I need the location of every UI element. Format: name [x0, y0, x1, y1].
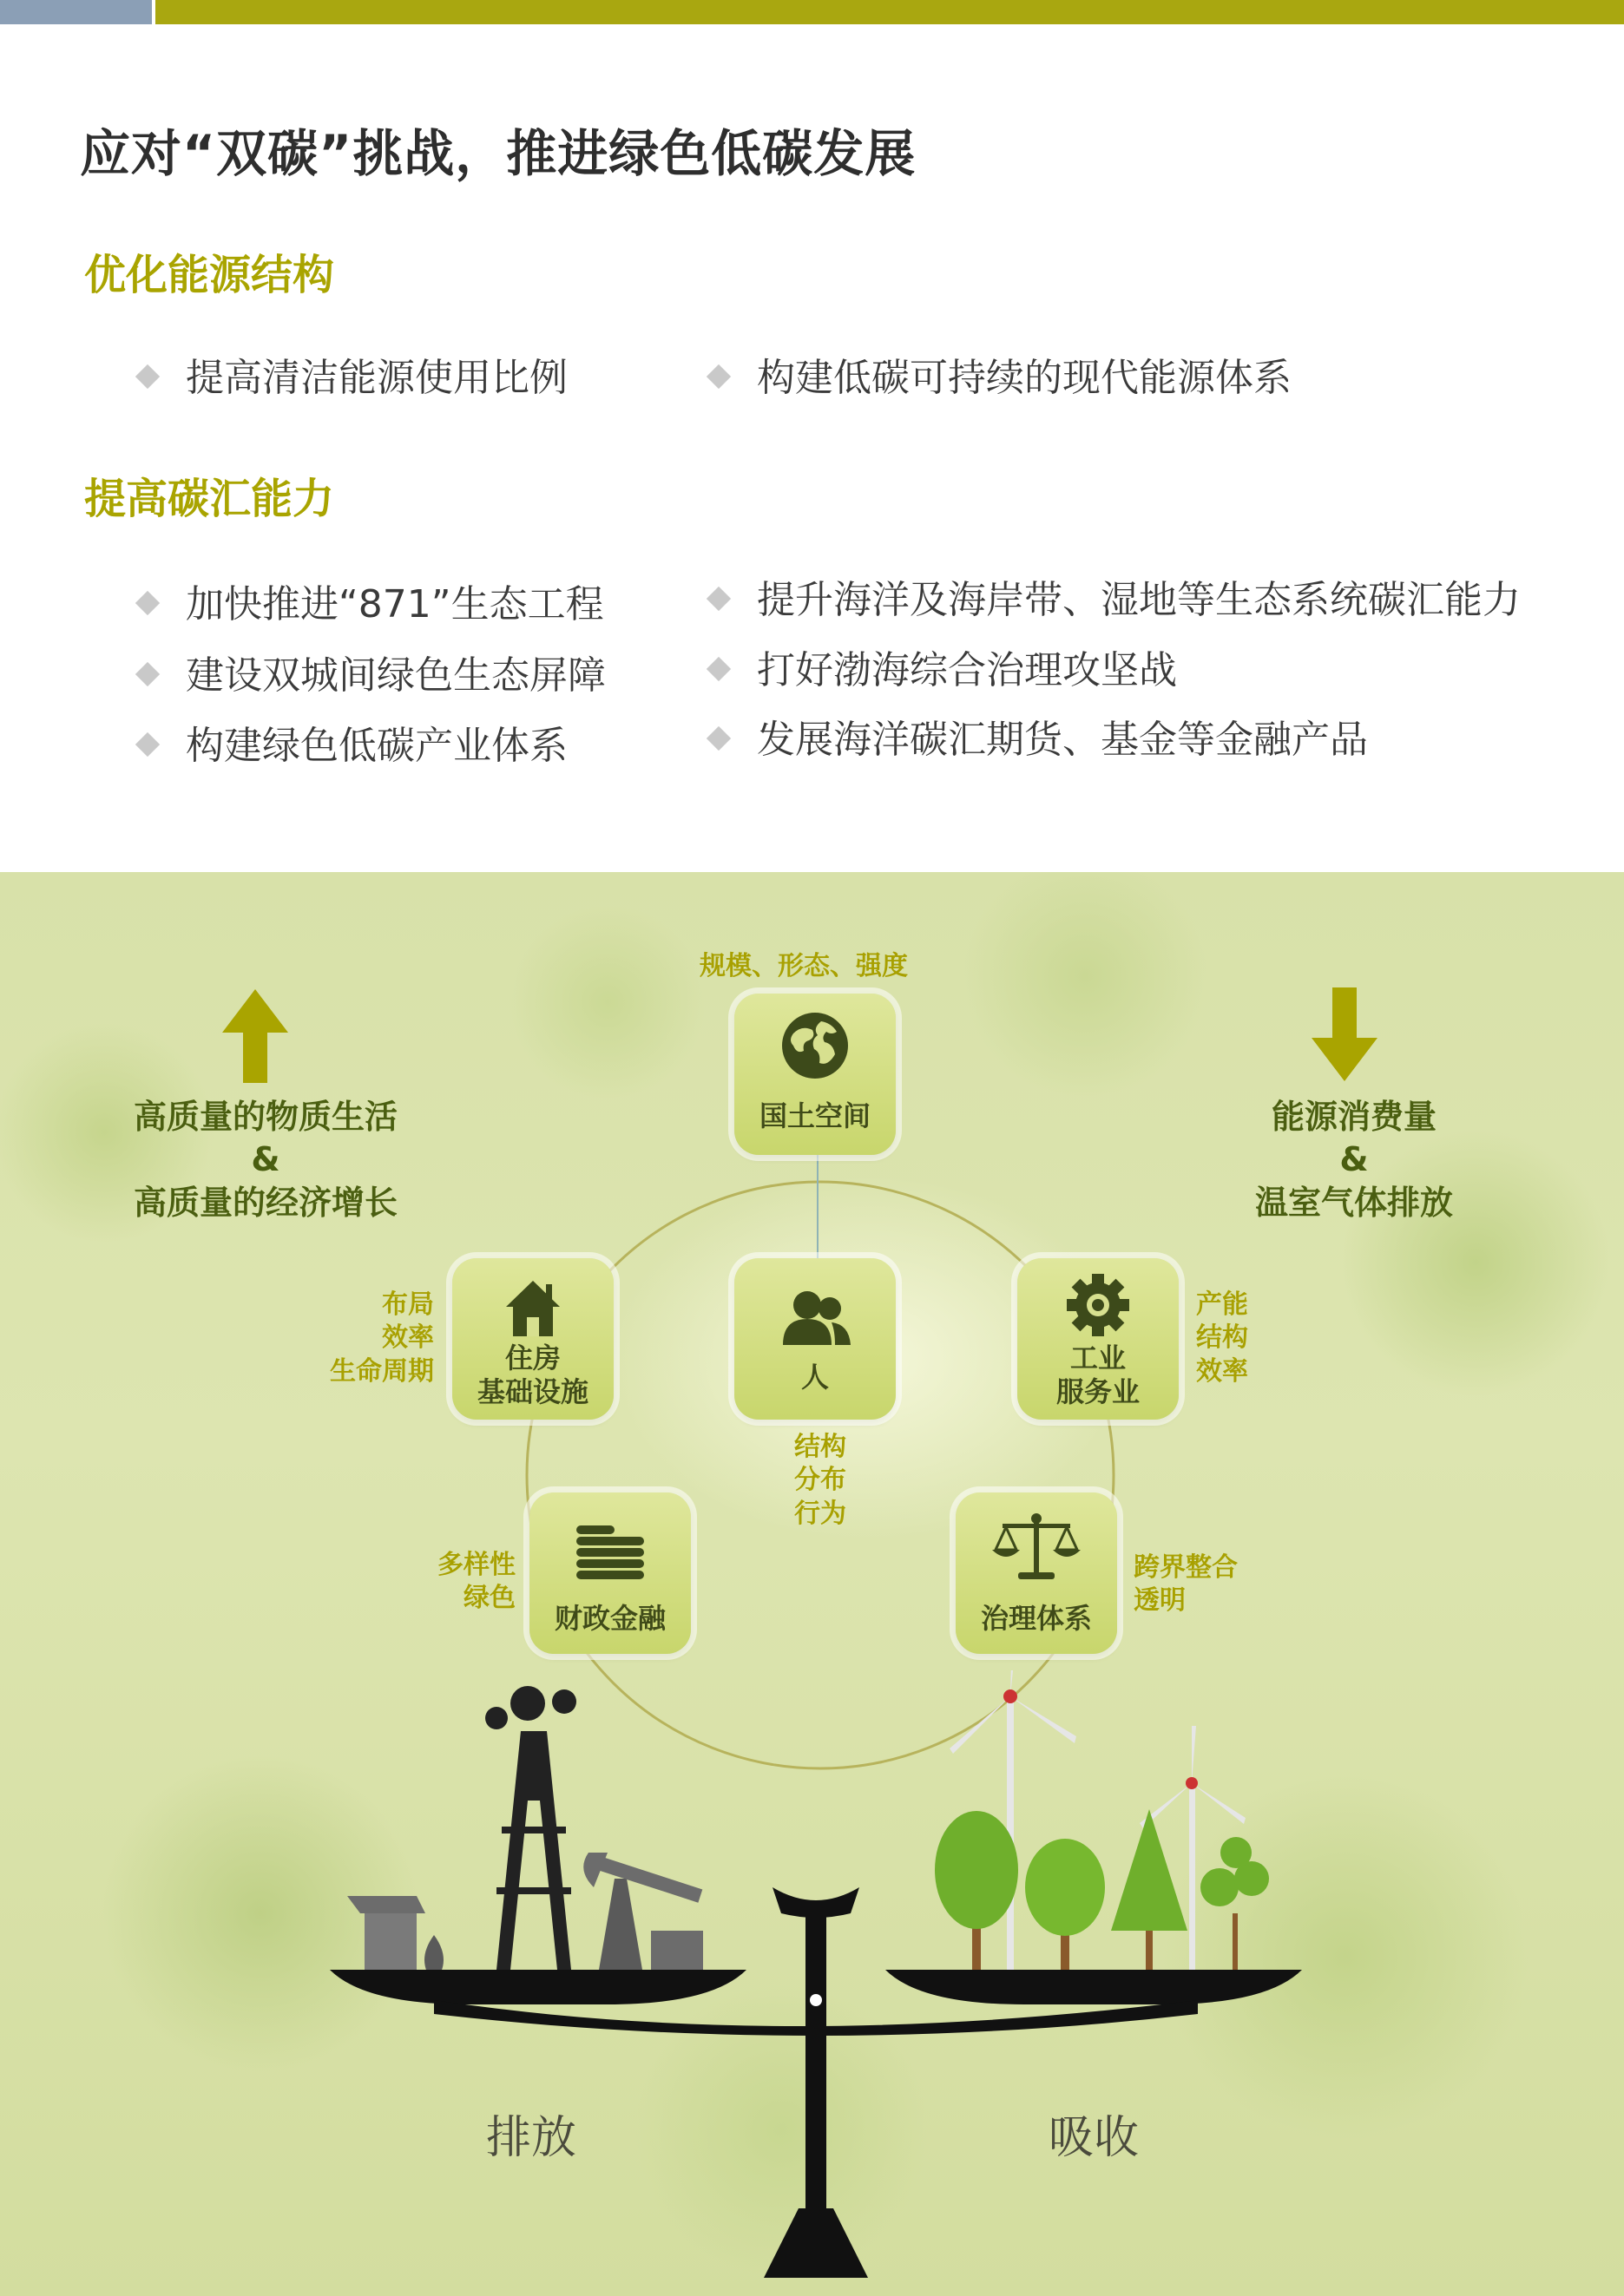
- list-item: 提高清洁能源使用比例: [139, 359, 568, 397]
- up-arrow-icon: [220, 989, 290, 1085]
- section-heading-energy: 优化能源结构: [84, 251, 335, 299]
- diamond-bullet-icon: [135, 662, 160, 686]
- diamond-bullet-icon: [707, 364, 731, 389]
- list-item: 提升海洋及海岸带、湿地等生态系统碳汇能力: [710, 581, 1521, 620]
- diamond-bullet-icon: [707, 587, 731, 611]
- list-item: 构建绿色低碳产业体系: [139, 727, 568, 765]
- list-item: 打好渤海综合治理攻坚战: [710, 652, 1177, 690]
- industry-caption: 产能 结构 效率: [1196, 1289, 1248, 1387]
- diamond-bullet-icon: [707, 726, 731, 751]
- finance-caption: 多样性 绿色: [437, 1550, 516, 1614]
- node-housing: [452, 1258, 614, 1420]
- land-caption: 规模、形态、强度: [700, 951, 908, 981]
- list-item: 建设双城间绿色生态屏障: [139, 657, 606, 695]
- green-city-background: [0, 872, 1624, 2296]
- industry-label: 工业 服务业: [1055, 1342, 1140, 1409]
- diamond-bullet-icon: [707, 657, 731, 681]
- governance-caption: 跨界整合 透明: [1134, 1552, 1238, 1617]
- top-bar-gray: [0, 0, 152, 24]
- node-industry: [1017, 1258, 1179, 1420]
- diamond-bullet-icon: [135, 591, 160, 615]
- down-arrow-icon: [1310, 987, 1379, 1083]
- housing-label: 住房 基础设施: [477, 1342, 588, 1409]
- people-caption: 结构 分布 行为: [794, 1432, 846, 1529]
- diamond-bullet-icon: [135, 732, 160, 757]
- globe-icon: [734, 1009, 896, 1084]
- page-title: 应对“双碳”挑战，推进绿色低碳发展: [80, 124, 917, 183]
- industrial-emissions-icon: [347, 1686, 703, 1983]
- node-land: 国土空间: [734, 994, 896, 1155]
- gear-icon: [1017, 1274, 1179, 1340]
- list-item: 加快推进“871”生态工程: [139, 586, 604, 624]
- left-goal-label: 高质量的物质生活 & 高质量的经济增长: [133, 1098, 398, 1222]
- coins-icon: [529, 1517, 691, 1583]
- section-heading-carbon-sink: 提高碳汇能力: [84, 475, 335, 523]
- node-governance: 治理体系: [956, 1492, 1117, 1654]
- diamond-bullet-icon: [135, 364, 160, 389]
- people-icon: [734, 1288, 896, 1348]
- scale-label-absorption: 吸收: [1049, 2112, 1140, 2164]
- housing-caption: 布局 效率 生命周期: [330, 1289, 434, 1387]
- node-finance: 财政金融: [529, 1492, 691, 1654]
- right-goal-label: 能源消费量 & 温室气体排放: [1254, 1098, 1453, 1222]
- carbon-balance-scale-illustration: [312, 1670, 1319, 2295]
- list-item: 发展海洋碳汇期货、基金等金融产品: [710, 721, 1368, 759]
- node-people: 人: [734, 1258, 896, 1420]
- list-item: 构建低碳可持续的现代能源体系: [710, 359, 1292, 397]
- top-bar-olive: [155, 0, 1624, 24]
- house-icon: [452, 1279, 614, 1340]
- balance-scale-icon: [956, 1512, 1117, 1586]
- trees-and-wind-turbines-icon: [935, 1670, 1269, 1974]
- scale-label-emission: 排放: [486, 2112, 577, 2164]
